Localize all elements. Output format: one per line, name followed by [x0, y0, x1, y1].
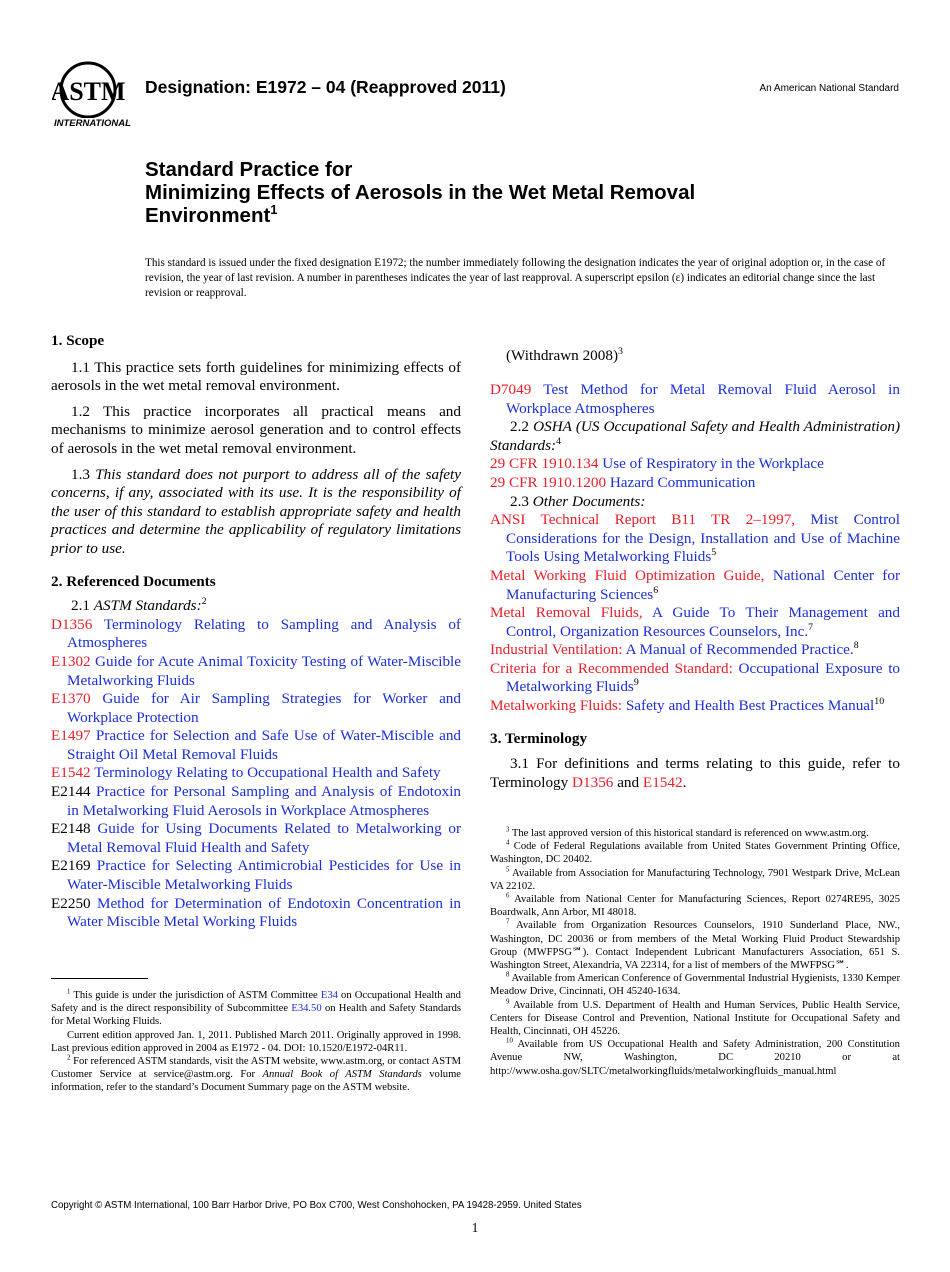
reference-item: [490, 604, 900, 641]
reference-item: [51, 653, 461, 690]
footnote-divider: [51, 978, 148, 979]
footnote-2: $^2$ For referenced ASTM standards, visit the ASTM website, www.astm.org, or contact ASTM Customer Service at service@astm.org. For Annual Book of ASTM Standards volume information, refer to the standard’s Document Summary page on the ASTM website.: [51, 1054, 462, 1094]
reference-link[interactable]: Method for Determination of Endotoxin Concentration in Water Miscible Metal Working Fluids: [67, 894, 462, 931]
reference-link[interactable]: Practice for Personal Sampling and Analysis of Endotoxin in Metalworking Fluid Aerosols in Workplace Atmospheres: [67, 783, 462, 819]
reference-code-link[interactable]: Industrial Ventilation:: [490, 641, 623, 659]
title-line-2: Minimizing Effects of Aerosols in the Wet Metal Removal: [145, 181, 696, 204]
reference-code-link[interactable]: E1497: [51, 727, 91, 745]
astm-standards-label: 2.1 ASTM Standards:$^2$: [71, 596, 207, 615]
reference-code-link[interactable]: 29 CFR 1910.1200: [490, 473, 607, 491]
right-column: [490, 332, 900, 792]
footnotes-left: [51, 989, 461, 1095]
committee-link[interactable]: E34: [320, 990, 338, 1001]
footnote-6: $^6$ Available from National Center for Manufacturing Sciences, Report 0274RE95, 3025 Boardwalk, Ann Arbor, MI 48018.: [490, 892, 900, 919]
reference-code-link[interactable]: ANSI Technical Report B11 TR 2–1997,: [490, 511, 796, 529]
intro-note: This standard is issued under the fixed designation E1972; the number immediately following the designation indicates the year of original adoption or, in the case of revision, the year of last revision. A number in parentheses indicates the year of last reapproval. A superscript epsilon (ε) indicates an editorial change since the last revision or reapproval.: [145, 257, 886, 299]
reference-code-link[interactable]: Criteria for a Recommended Standard:: [490, 659, 733, 677]
copyright: Copyright © ASTM International, 100 Barr Harbor Drive, PO Box C700, West Conshohocken, PA 19428-2959. United States: [51, 1200, 582, 1211]
scope-1-1: 1.1 This practice sets forth guidelines for minimizing effects of aerosols in the wet metal removal environment.: [51, 358, 461, 395]
designation: Designation: E1972 – 04 (Reapproved 2011): [145, 77, 506, 97]
reference-link[interactable]: Occupational Exposure to Metalworking Fluids: [506, 659, 901, 696]
astm-logo: [52, 60, 134, 134]
reference-code: E2144: [51, 783, 91, 801]
reference-link[interactable]: Guide for Acute Animal Toxicity Testing of Water-Miscible Metalworking Fluids: [67, 652, 461, 689]
reference-item: [490, 697, 900, 716]
reference-item: [51, 820, 461, 857]
footnote-mark[interactable]: 10: [874, 696, 885, 707]
footnote-mark[interactable]: 5: [711, 547, 717, 559]
footnote-8: $^8$ Available from American Conference of Governmental Industrial Hygienists, 1330 Kemper Meadow Drive, Cincinnati, OH 45240-1634.: [490, 971, 900, 998]
left-column: [51, 332, 461, 932]
footnote-5: $^5$ Available from Association for Manufacturing Technology, 7901 Westpark Drive, McLean VA 22102.: [490, 866, 900, 892]
reference-link[interactable]: Terminology Relating to Occupational Health and Safety: [94, 764, 441, 782]
other-documents-label: 2.3 Other Documents:: [510, 492, 646, 510]
footnote-mark[interactable]: 8: [853, 640, 859, 652]
terminology-link-d1356[interactable]: D1356: [572, 773, 614, 791]
reference-code-link[interactable]: E1370: [51, 690, 91, 708]
title-line-3: Environment: [145, 204, 271, 227]
reference-code-link[interactable]: E1542: [51, 764, 91, 782]
footnote-10: $^{10}$ Available from US Occupational Health and Safety Administration, 200 Constitution Avenue NW, Washington, DC 20210 or at http://www.osha.gov/SLTC/metalworkingfluids/metalworkingfluids_manual.html: [490, 1037, 900, 1077]
reference-link[interactable]: Practice for Selecting Antimicrobial Pesticides for Use in Water-Miscible Metalworking Fluids: [67, 857, 461, 894]
reference-link[interactable]: National Center for Manufacturing Sciences: [506, 566, 900, 603]
section-heading-references: 2. Referenced Documents: [51, 572, 216, 590]
reference-code: E2148: [51, 820, 91, 838]
reference-item: [51, 727, 461, 764]
reference-code: E2169: [51, 857, 91, 875]
footnote-mark[interactable]: 3: [618, 346, 623, 358]
terminology-link-e1542[interactable]: E1542: [642, 773, 683, 791]
reference-item: [51, 690, 461, 727]
reference-item: [490, 455, 900, 474]
reference-link[interactable]: Mist Control Considerations for the Design, Installation and Use of Machine Tools Using Metalworking Fluids: [506, 511, 900, 566]
title-line-1: Standard Practice for: [145, 158, 353, 181]
reference-link[interactable]: Practice for Selection and Safe Use of Water-Miscible and Straight Oil Metal Removal Fluids: [67, 727, 462, 763]
page-title: [145, 158, 695, 227]
svg-text:ASTM: ASTM: [52, 77, 126, 106]
footnote-mark[interactable]: 7: [808, 621, 814, 633]
logo-subtext: INTERNATIONAL: [54, 118, 131, 129]
reference-code-link[interactable]: D1356: [51, 615, 93, 633]
withdrawn-note: (Withdrawn 2008): [506, 347, 618, 365]
astm-reference-list: [51, 616, 461, 783]
section-heading-terminology: 3. Terminology: [490, 729, 588, 747]
footnote-mark[interactable]: 9: [633, 677, 639, 689]
reference-item: [51, 857, 461, 894]
page-number: 1: [471, 1220, 479, 1235]
reference-code-link[interactable]: E1302: [51, 652, 91, 670]
title-footnote-mark[interactable]: 1: [270, 202, 278, 218]
footnote-mark[interactable]: 6: [653, 584, 659, 596]
national-standard-label: An American National Standard: [759, 83, 899, 94]
reference-link[interactable]: A Guide To Their Management and Control, Organization Resources Counselors, Inc.: [506, 604, 900, 640]
reference-item: [490, 511, 900, 567]
reference-link[interactable]: Use of Respiratory in the Workplace: [602, 455, 824, 473]
reference-item: [490, 381, 900, 418]
footnote-1-edition: Current edition approved Jan. 1, 2011. Published March 2011. Originally approved in 1998. Last previous edition approved in 2004 as E1972 - 04. DOI: 10.1520/E1972-04R11.: [51, 1029, 461, 1054]
reference-item: [51, 783, 461, 820]
reference-code-link[interactable]: D7049: [490, 380, 532, 398]
reference-item: E2250 Method for Determination of Endotoxin Concentration in Water Miscible Metal Working Fluids: [51, 894, 462, 931]
footnote-4: $^4$ Code of Federal Regulations available from United States Government Printing Office, Washington, DC 20402.: [490, 839, 900, 866]
reference-code-link[interactable]: Metal Working Fluid Optimization Guide,: [490, 566, 765, 584]
footnote-3: $^3$ The last approved version of this historical standard is referenced on www.astm.org.: [506, 826, 869, 839]
reference-code-link[interactable]: Metal Removal Fluids,: [490, 604, 643, 622]
footnotes-right: [490, 827, 900, 1078]
reference-item-continuation: [490, 347, 900, 366]
reference-link[interactable]: Test Method for Metal Removal Fluid Aerosol in Workplace Atmospheres: [506, 380, 900, 417]
reference-link[interactable]: Safety and Health Best Practices Manual: [625, 697, 875, 715]
reference-code-link[interactable]: 29 CFR 1910.134: [490, 455, 599, 473]
reference-link[interactable]: Hazard Communication: [609, 473, 756, 491]
reference-item: [490, 474, 900, 493]
reference-item: [51, 764, 461, 783]
scope-1-2: 1.2 This practice incorporates all practical means and mechanisms to minimize aerosol generation and to control effects of aerosols in the wet metal removal environment.: [51, 402, 461, 457]
reference-link[interactable]: Guide for Air Sampling Strategies for Worker and Workplace Protection: [67, 690, 461, 726]
footnote-1: $^1$ This guide is under the jurisdiction of ASTM Committee E34 on Occupational Health and Safety and is the direct responsibility of Subcommittee E34.50 on Health and Safety Standards for Metal Working Fluids.: [51, 988, 461, 1028]
reference-link[interactable]: Guide for Using Documents Related to Metalworking or Metal Removal Fluid Health and Safety: [67, 820, 462, 856]
reference-code-link[interactable]: Metalworking Fluids:: [490, 697, 623, 715]
osha-standards-label: 2.2 OSHA (US Occupational Safety and Health Administration) Standards:$^4$: [490, 418, 901, 454]
footnote-9: $^9$ Available from U.S. Department of Health and Human Services, Public Health Service, Centers for Disease Control and Prevention, National Institute for Occupational Safety and Health, Cincinnati, OH 45226.: [490, 998, 900, 1038]
reference-item: [51, 616, 461, 653]
terminology-3-1: 3.1 For definitions and terms relating to this guide, refer to Terminology D1356 and E1542.: [490, 755, 900, 791]
footnote-7: $^7$ Available from Organization Resources Counselors, 1910 Sunderland Place, NW., Washington, DC 20036 or from members of the Metal Working Fluid Product Stewardship Group (MWFPSG℠). Contact Independent Lubricant Manufacturers Association, 651 S. Washington Street, Alexandria, VA 22314, for a list of members of the MWFPSG℠.: [490, 918, 900, 972]
subcommittee-link[interactable]: E34.50: [291, 1003, 322, 1015]
reference-link[interactable]: A Manual of Recommended Practice.: [625, 641, 854, 659]
astm-reference-list-2: [51, 783, 461, 895]
reference-item: [490, 660, 900, 697]
reference-link[interactable]: Terminology Relating to Sampling and Analysis of Atmospheres: [67, 615, 461, 652]
reference-item: [490, 567, 900, 604]
section-heading-scope: 1. Scope: [51, 332, 105, 349]
scope-1-3: 1.3 This standard does not purport to address all of the safety concerns, if any, associated with its use. It is the responsibility of the user of this standard to establish appropriate safety and health practices and determine the applicability of regulatory limitations prior to use.: [51, 465, 461, 557]
reference-item: [490, 641, 900, 660]
